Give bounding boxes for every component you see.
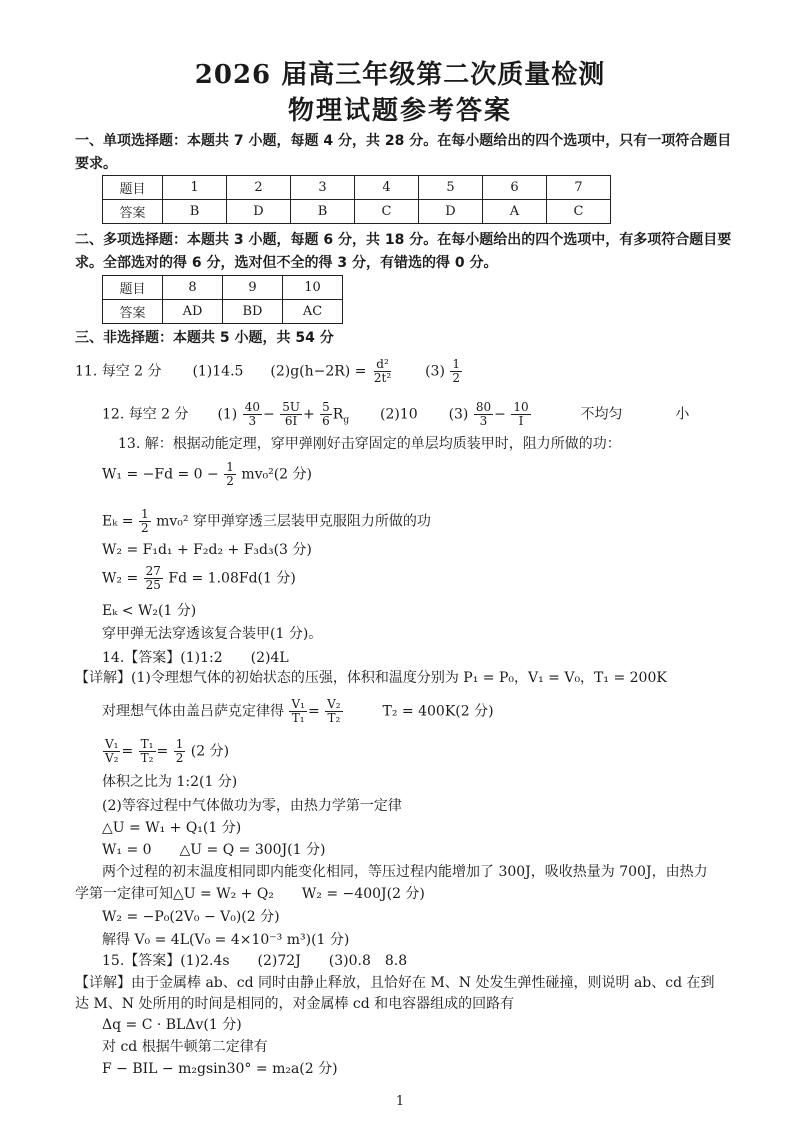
q14-line10: 学第一定律可知△U = W₂ + Q₂ W₂ = −400J(2 分) [75, 886, 425, 902]
q11-part1: (1)14.5 [192, 363, 244, 380]
question-number: 9 [223, 276, 283, 300]
q14-line4: $\frac{\text{V₁}}{\text{V₂}}$ = $\frac{\text{T₁}}{\text{T₂}}$ = $\frac{1}{2}$ (2 分) [105, 737, 230, 765]
fraction: $\frac{10}{I}$ [513, 400, 529, 428]
q14-line7: △U = W₁ + Q₁(1 分) [102, 820, 242, 836]
q13-line2: W₁ = −Fd = 0 − $\frac{1}{2}$ mv₀²(2 分) [102, 460, 313, 488]
q14-line11: W₂ = −P₀(2V₀ − V₀)(2 分) [102, 909, 280, 925]
answer-cell: D [227, 200, 291, 224]
table-row [103, 176, 611, 200]
fraction: $\frac{1}{2}$ [175, 737, 184, 765]
q13-line6: Eₖ < W₂(1 分) [102, 603, 197, 619]
q11-part3: (3) [425, 363, 445, 380]
q14-line2: 【详解】(1)令理想气体的初始状态的压强，体积和温度分别为 P₁ = P₀，V₁ = V₀，T₁ = 200K [75, 670, 667, 686]
fraction: $\frac{5}{6}$ [322, 400, 330, 428]
fraction: $\frac{80}{3}$ [475, 400, 492, 428]
answer-cell: BD [223, 300, 283, 324]
fraction: $\frac{\text{V₁}}{\text{V₂}}$ [105, 737, 119, 765]
q14-line9: 两个过程的初末温度相同即内能变化相同，等压过程内能增加了 300J，吸收热量为 700J，由热力 [102, 864, 708, 880]
q14-line6: (2)等容过程中气体做功为零，由热力学第一定律 [102, 798, 402, 814]
question-number: 6 [483, 176, 547, 200]
section2-heading: 二、多项选择题：本题共 3 小题，每题 6 分，共 18 分。在每小题给出的四个选项中，有多项符合题目要求。全部选对的得 6 分，选对但不全的得 3 分，有错选的得 0 分。 [75, 232, 732, 271]
fraction: $\frac{1}{2}$ [226, 460, 234, 488]
document-subtitle: 物理试题参考答案 [287, 96, 512, 126]
answer-cell: C [547, 200, 611, 224]
question-number: 5 [419, 176, 483, 200]
q13-line3: Eₖ = $\frac{1}{2}$ mv₀² 穿甲弹穿透三层装甲克服阻力所做的功 [102, 507, 431, 535]
answer-cell: D [419, 200, 483, 224]
section1-heading: 一、单项选择题：本题共 7 小题，每题 4 分，共 28 分。在每小题给出的四个选项中，只有一项符合题目要求。 [75, 133, 732, 172]
fraction: $\frac{40}{3}$ [244, 400, 261, 428]
row-label: 题目 [103, 176, 163, 200]
section2-answer-table [102, 275, 343, 324]
fraction: $\frac{\text{V₁}}{\text{T₁}}$ [291, 697, 305, 725]
answer-cell: C [355, 200, 419, 224]
fraction: $\frac{27}{25}$ [145, 564, 161, 592]
q13-line7: 穿甲弹无法穿透该复合装甲(1 分)。 [102, 626, 323, 642]
q11-part2: (2)g(h−2R) = [270, 363, 367, 380]
answer-cell: AC [283, 300, 343, 324]
question-number: 2 [227, 176, 291, 200]
q14-line3: 对理想气体由盖吕萨克定律得 $\frac{\text{V₁}}{\text{T₁}}$ = $\frac{\text{V₂}}{\text{T₂}}$ T₂ = 400K(2 分) [102, 697, 494, 725]
section1-answer-table [102, 175, 611, 224]
q14-line8: W₁ = 0 △U = Q = 300J(1 分) [102, 842, 326, 858]
question-number: 8 [163, 276, 223, 300]
answer-cell: B [291, 200, 355, 224]
table-row [103, 276, 343, 300]
q12-answer: 12. 每空 2 分 (1) $\frac{40}{3}$ − $\frac{5U}{6I}$ + $\frac{5}{6}$ $R_g$ (2)10 (3) $\frac{80}{3}$ − $\frac{10}{I}$ 不均匀 小 [102, 400, 690, 428]
q13-line5: W₂ = $\frac{27}{25}$ Fd = 1.08Fd(1 分) [102, 564, 296, 592]
fraction: $\frac{1}{2}$ [140, 507, 149, 535]
page-number: 1 [395, 1094, 405, 1109]
q11-prefix: 11. 每空 2 分 [75, 363, 162, 380]
q14-line12: 解得 V₀ = 4L(V₀ = 4×10⁻³ m³)(1 分) [102, 932, 350, 948]
q13-line4: W₂ = F₁d₁ + F₂d₂ + F₃d₃(3 分) [102, 542, 312, 558]
fraction: $\frac{\text{T₁}}{\text{T₂}}$ [140, 737, 154, 765]
answer-cell: B [163, 200, 227, 224]
q12-part4: 不均匀 [580, 406, 623, 423]
document-title: 2026 届高三年级第二次质量检测 [194, 60, 606, 90]
answer-cell: AD [163, 300, 223, 324]
q12-part1: (1) [217, 406, 238, 423]
table-row [103, 300, 343, 324]
q14-line1: 14.【答案】(1)1:2 (2)4L [102, 650, 289, 666]
q12-part2: (2)10 [380, 406, 418, 423]
question-number: 3 [291, 176, 355, 200]
row-label: 答案 [103, 300, 163, 324]
section3-heading: 三、非选择题：本题共 5 小题，共 54 分 [75, 330, 334, 346]
q13-line1: 13. 解：根据动能定理，穿甲弹刚好击穿固定的单层均质装甲时，阻力所做的功： [118, 436, 621, 452]
q15-line5: 对 cd 根据牛顿第二定律有 [102, 1039, 268, 1055]
answer-cell: A [483, 200, 547, 224]
row-label: 答案 [103, 200, 163, 224]
table-row [103, 200, 611, 224]
question-number: 10 [283, 276, 343, 300]
question-number: 4 [355, 176, 419, 200]
q15-line6: F − BIL − m₂gsin30° = m₂a(2 分) [102, 1061, 338, 1077]
fraction: $\frac{5U}{6I}$ [282, 400, 300, 428]
q14-line5: 体积之比为 1:2(1 分) [102, 774, 238, 790]
question-number: 1 [163, 176, 227, 200]
fraction: $\frac{\text{d²}}{\text{2t²}}$ [373, 357, 392, 385]
q15-line4: Δq = C · BLΔv(1 分) [102, 1017, 242, 1033]
q12-part5: 小 [675, 406, 690, 423]
fraction: $\frac{1}{2}$ [452, 357, 461, 385]
q15-line2: 【详解】由于金属棒 ab、cd 同时由静止释放，且恰好在 M、N 处发生弹性碰撞，则说明 ab、cd 在到 [75, 975, 715, 991]
question-number: 7 [547, 176, 611, 200]
row-label: 题目 [103, 276, 163, 300]
q15-line1: 15.【答案】(1)2.4s (2)72J (3)0.8 8.8 [102, 953, 408, 969]
q11-answer [75, 358, 463, 385]
q15-line3: 达 M、N 处所用的时间是相同的，对金属棒 cd 和电容器组成的回路有 [75, 996, 515, 1012]
fraction: $\frac{\text{V₂}}{\text{T₂}}$ [327, 697, 341, 725]
q12-part3: (3) [448, 406, 469, 423]
q12-prefix: 12. 每空 2 分 [102, 406, 189, 423]
